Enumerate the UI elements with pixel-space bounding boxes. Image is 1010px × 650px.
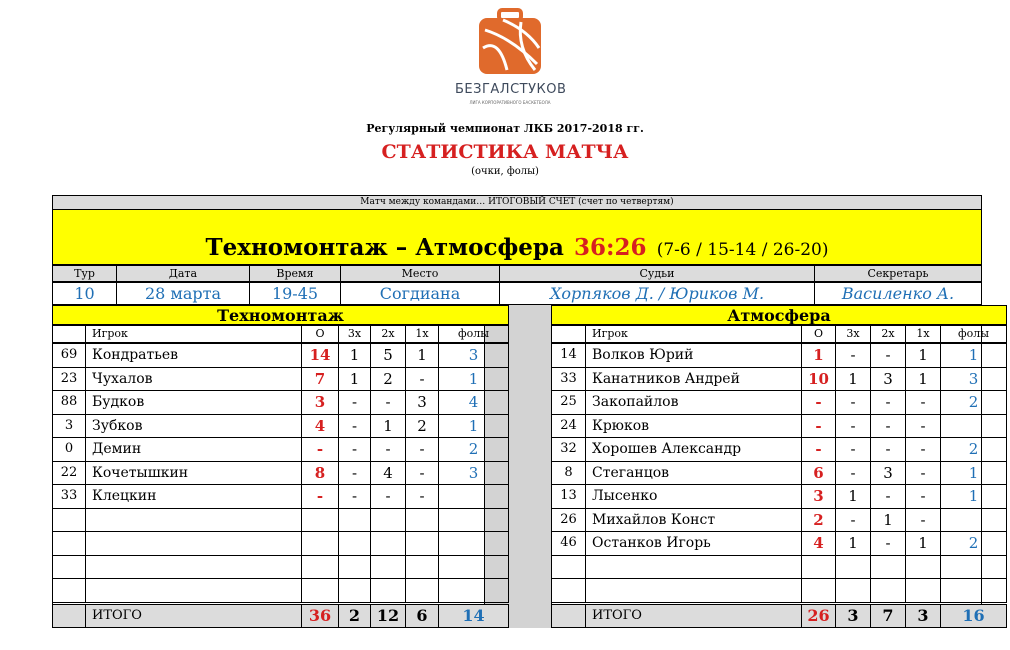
player-fouls-cell [940,578,1007,603]
player-one-cell: - [405,484,439,509]
player-two-cell: 4 [370,461,406,485]
player-num-cell: 33 [52,484,86,509]
player-fouls-cell: 3 [940,367,1007,391]
player-two-cell: - [870,484,906,509]
player-name-cell: Клецкин [85,484,302,509]
player-one-cell: - [905,390,941,415]
player-pts-cell: - [801,390,836,415]
player-name-cell [585,578,802,603]
player-three-cell: 1 [338,367,371,391]
player-pts-cell: 10 [801,367,836,391]
player-pts-cell: 6 [801,461,836,485]
player-two-cell: 5 [370,343,406,368]
player-one-cell: - [405,437,439,462]
column-header-number [52,325,86,343]
player-three-cell: - [835,343,871,368]
column-header-number [551,325,586,343]
player-fouls-cell: 1 [940,343,1007,368]
player-fouls-cell [438,508,509,532]
info-secretary: Василенко А. [814,282,982,305]
player-fouls-cell [940,555,1007,579]
player-three-cell [835,555,871,579]
player-two-cell [370,555,406,579]
player-name-cell: Зубков [85,414,302,438]
player-name-cell: Лысенко [585,484,802,509]
player-two-cell: - [870,390,906,415]
player-num-cell [52,555,86,579]
player-three-cell [338,555,371,579]
total-p2: 7 [870,604,906,628]
player-one-cell [905,555,941,579]
player-two-cell [870,578,906,603]
info-label-secretary: Секретарь [814,265,982,282]
player-pts-cell [301,578,339,603]
logo-name: БЕЗГАЛСТУКОВ [455,82,567,97]
player-three-cell: - [835,390,871,415]
player-three-cell [338,578,371,603]
player-one-cell: - [905,508,941,532]
column-header-fouls: фолы [438,325,509,343]
info-referees: Хорпяков Д. / Юриков М. [499,282,815,305]
player-fouls-cell [438,578,509,603]
player-two-cell: - [370,437,406,462]
match-note: Матч между командами… ИТОГОВЫЙ СЧЕТ (счет по четвертям) [52,195,982,210]
player-three-cell: - [835,414,871,438]
player-one-cell [905,578,941,603]
player-two-cell [870,555,906,579]
player-one-cell [405,531,439,556]
info-label-round: Тур [52,265,117,282]
player-name-cell: Канатников Андрей [585,367,802,391]
player-three-cell [835,578,871,603]
player-fouls-cell: 1 [940,484,1007,509]
league-logo [455,8,565,104]
player-fouls-cell: 4 [438,390,509,415]
player-num-cell [551,578,586,603]
player-two-cell [370,578,406,603]
player-pts-cell: 4 [301,414,339,438]
player-num-cell: 22 [52,461,86,485]
player-pts-cell [301,555,339,579]
player-pts-cell: - [301,484,339,509]
player-num-cell: 13 [551,484,586,509]
player-two-cell: 3 [870,461,906,485]
player-one-cell: - [905,437,941,462]
player-two-cell: 1 [370,414,406,438]
player-fouls-cell: 3 [438,461,509,485]
player-num-cell [52,508,86,532]
player-three-cell: - [338,390,371,415]
total-p1: 6 [405,604,439,628]
player-name-cell: Останков Игорь [585,531,802,556]
player-pts-cell: - [801,414,836,438]
team-name-1: Атмосфера [551,305,1007,325]
player-three-cell: - [338,437,371,462]
player-num-cell: 3 [52,414,86,438]
player-one-cell [405,578,439,603]
player-one-cell: 1 [905,531,941,556]
player-num-cell: 0 [52,437,86,462]
match-teams: Техномонтаж – Атмосфера [205,234,564,261]
player-one-cell: - [905,461,941,485]
player-pts-cell: 7 [301,367,339,391]
info-label-venue: Место [340,265,500,282]
player-num-cell: 14 [551,343,586,368]
player-name-cell: Кондратьев [85,343,302,368]
player-num-cell: 46 [551,531,586,556]
info-date: 28 марта [116,282,250,305]
player-two-cell: 2 [370,367,406,391]
player-name-cell: Будков [85,390,302,415]
player-fouls-cell: 2 [940,390,1007,415]
match-quarters: (7-6 / 15-14 / 26-20) [656,240,829,260]
total-p3: 2 [338,604,371,628]
column-header-player: Игрок [585,325,802,343]
player-two-cell: - [870,531,906,556]
player-fouls-cell [438,484,509,509]
player-one-cell: - [405,461,439,485]
total-p2: 12 [370,604,406,628]
player-pts-cell: - [801,437,836,462]
player-name-cell [85,578,302,603]
page-subtitle: (очки, фолы) [471,166,539,177]
player-two-cell [370,531,406,556]
player-name-cell: Михайлов Конст [585,508,802,532]
basketball-bag-icon [477,8,543,76]
player-name-cell: Чухалов [85,367,302,391]
player-fouls-cell [940,414,1007,438]
column-header-two: 2х [870,325,906,343]
player-two-cell: 1 [870,508,906,532]
player-fouls-cell: 1 [438,367,509,391]
column-header-points: О [301,325,339,343]
total-label: ИТОГО [85,604,302,628]
column-header-three: 3х [835,325,871,343]
total-blank-cell [52,604,86,628]
player-fouls-cell: 2 [940,531,1007,556]
column-header-two: 2х [370,325,406,343]
player-pts-cell: 4 [801,531,836,556]
page-title: СТАТИСТИКА МАТЧА [381,141,629,163]
player-name-cell: Крюков [585,414,802,438]
player-one-cell: 1 [905,343,941,368]
player-pts-cell [801,555,836,579]
player-name-cell [85,531,302,556]
player-num-cell: 33 [551,367,586,391]
player-fouls-cell [940,508,1007,532]
total-label: ИТОГО [585,604,802,628]
player-num-cell: 88 [52,390,86,415]
player-pts-cell: 14 [301,343,339,368]
player-num-cell: 69 [52,343,86,368]
player-two-cell: - [370,390,406,415]
player-num-cell: 24 [551,414,586,438]
player-one-cell: 1 [405,343,439,368]
match-title [53,234,981,261]
league-title: Регулярный чемпионат ЛКБ 2017-2018 гг. [366,122,644,135]
player-fouls-cell: 2 [940,437,1007,462]
player-fouls-cell: 1 [940,461,1007,485]
logo-subtitle: ЛИГА КОРПОРАТИВНОГО БАСКЕТБОЛА [469,100,551,105]
column-header-fouls: фолы [940,325,1007,343]
player-pts-cell: 8 [301,461,339,485]
player-one-cell: 2 [405,414,439,438]
total-pts: 26 [801,604,836,628]
player-two-cell: - [870,414,906,438]
player-num-cell [551,555,586,579]
player-three-cell: 1 [835,531,871,556]
player-one-cell: - [905,414,941,438]
player-name-cell: Хорошев Александр [585,437,802,462]
player-num-cell: 32 [551,437,586,462]
player-pts-cell: 3 [801,484,836,509]
column-header-player: Игрок [85,325,302,343]
player-one-cell [405,555,439,579]
player-num-cell: 26 [551,508,586,532]
column-header-points: О [801,325,836,343]
total-fouls: 14 [438,604,509,628]
player-two-cell: 3 [870,367,906,391]
info-venue: Согдиана [340,282,500,305]
total-pts: 36 [301,604,339,628]
player-two-cell [370,508,406,532]
player-one-cell [405,508,439,532]
column-header-one: 1х [905,325,941,343]
player-three-cell: 1 [338,343,371,368]
team-name-0: Техномонтаж [52,305,509,325]
player-three-cell: - [338,461,371,485]
total-fouls: 16 [940,604,1007,628]
player-num-cell: 8 [551,461,586,485]
total-p1: 3 [905,604,941,628]
player-name-cell [85,508,302,532]
player-three-cell: - [338,484,371,509]
info-label-date: Дата [116,265,250,282]
player-fouls-cell [438,531,509,556]
player-pts-cell [301,508,339,532]
player-fouls-cell: 3 [438,343,509,368]
player-name-cell: Волков Юрий [585,343,802,368]
match-score: 36:26 [574,234,647,261]
info-time: 19-45 [249,282,341,305]
player-pts-cell: 2 [801,508,836,532]
info-label-time: Время [249,265,341,282]
player-three-cell: 1 [835,367,871,391]
player-name-cell: Закопайлов [585,390,802,415]
player-pts-cell [801,578,836,603]
player-one-cell: - [905,484,941,509]
player-fouls-cell: 2 [438,437,509,462]
player-name-cell: Кочетышкин [85,461,302,485]
player-name-cell [585,555,802,579]
player-three-cell: 1 [835,484,871,509]
info-round: 10 [52,282,117,305]
player-three-cell [338,531,371,556]
player-three-cell: - [835,461,871,485]
total-p3: 3 [835,604,871,628]
player-fouls-cell [438,555,509,579]
column-header-three: 3х [338,325,371,343]
match-title-band [52,209,982,265]
info-label-referees: Судьи [499,265,815,282]
player-pts-cell: 3 [301,390,339,415]
player-name-cell: Стеганцов [585,461,802,485]
player-num-cell: 25 [551,390,586,415]
player-two-cell: - [870,437,906,462]
player-one-cell: 3 [405,390,439,415]
column-header-one: 1х [405,325,439,343]
player-two-cell: - [370,484,406,509]
total-blank-cell [551,604,586,628]
player-two-cell: - [870,343,906,368]
player-three-cell: - [338,414,371,438]
player-name-cell [85,555,302,579]
player-one-cell: - [405,367,439,391]
player-num-cell [52,578,86,603]
player-pts-cell: 1 [801,343,836,368]
player-three-cell [338,508,371,532]
player-pts-cell: - [301,437,339,462]
player-three-cell: - [835,508,871,532]
player-pts-cell [301,531,339,556]
player-num-cell: 23 [52,367,86,391]
player-num-cell [52,531,86,556]
player-one-cell: 1 [905,367,941,391]
player-name-cell: Демин [85,437,302,462]
player-fouls-cell: 1 [438,414,509,438]
player-three-cell: - [835,437,871,462]
